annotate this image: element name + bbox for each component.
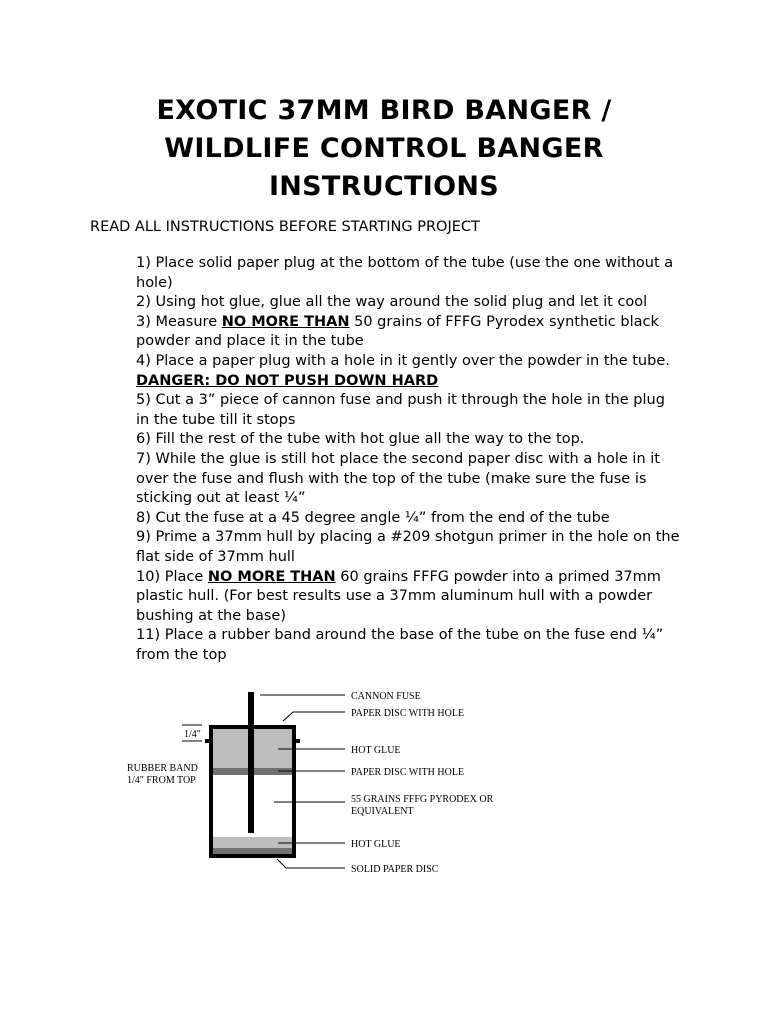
step-10-prefix: 10) Place (136, 568, 208, 585)
step-4-danger: DANGER: DO NOT PUSH DOWN HARD (136, 372, 439, 389)
step-3-emphasis: NO MORE THAN (221, 313, 350, 330)
leader-paper-disc-top (283, 712, 345, 721)
banger-diagram (120, 685, 520, 885)
step-3 (136, 313, 681, 352)
label-solid-disc: SOLID PAPER DISC (351, 864, 439, 875)
rubber-band-right (296, 739, 300, 743)
label-hot-glue-bottom: HOT GLUE (351, 839, 401, 850)
rubber-band-label-1: RUBBER BAND (127, 763, 198, 774)
solid-paper-disc (213, 848, 292, 854)
step-8: 8) Cut the fuse at a 45 degree angle ¼” from the end of the tube (136, 509, 610, 526)
title-line-2: WILDLIFE CONTROL BANGER (164, 133, 604, 164)
leader-solid-disc (277, 859, 345, 868)
step-4-text: 4) Place a paper plug with a hole in it gently over the powder in the tube. (136, 352, 670, 369)
label-pyrodex-2: EQUIVALENT (351, 806, 414, 817)
label-paper-disc-top: PAPER DISC WITH HOLE (351, 708, 465, 719)
step-1: 1) Place solid paper plug at the bottom of the tube (use the one without a hole) (136, 255, 674, 291)
step-9: 9) Prime a 37mm hull by placing a #209 shotgun primer in the hole on the flat side of 37mm hull (136, 529, 680, 565)
step-11: 11) Place a rubber band around the base of the tube on the fuse end ¼” from the top (136, 627, 664, 663)
tube-right-wall (292, 725, 296, 857)
label-paper-disc-mid: PAPER DISC WITH HOLE (351, 767, 465, 778)
intro-text: READ ALL INSTRUCTIONS BEFORE STARTING PROJECT (90, 219, 480, 235)
page-title (0, 92, 768, 206)
label-cannon-fuse: CANNON FUSE (351, 691, 421, 702)
step-5: 5) Cut a 3” piece of cannon fuse and push it through the hole in the plug in the tube till it stops (136, 392, 665, 428)
tube-bottom (209, 854, 296, 858)
instruction-steps (136, 254, 681, 665)
dimension-label: 1/4" (184, 729, 201, 740)
step-10-suffix: 60 grains FFFG powder into a primed 37mm plastic hull. (For best results use a 37mm aluminum hull with a powder bushing at the base) (136, 568, 661, 624)
label-pyrodex-1: 55 GRAINS FFFG PYRODEX OR (351, 794, 494, 805)
step-7: 7) While the glue is still hot place the second paper disc with a hole in it over the fuse and flush with the top of the tube (make sure the fuse is sticking out at least ¼” (136, 450, 660, 507)
rubber-band-label-2: 1/4" FROM TOP (127, 775, 196, 786)
title-line-1: EXOTIC 37MM BIRD BANGER / (156, 95, 612, 126)
rubber-band-left (205, 739, 209, 743)
step-3-prefix: 3) Measure (136, 313, 222, 330)
step-6: 6) Fill the rest of the tube with hot glue all the way to the top. (136, 431, 585, 448)
step-10-emphasis: NO MORE THAN (207, 568, 336, 585)
cannon-fuse (248, 692, 254, 833)
step-4 (136, 352, 681, 391)
step-2: 2) Using hot glue, glue all the way around the solid plug and let it cool (136, 294, 648, 311)
label-hot-glue-top: HOT GLUE (351, 745, 401, 756)
step-10 (136, 568, 681, 627)
step-3-suffix: 50 grains of FFFG Pyrodex synthetic black powder and place it in the tube (136, 313, 659, 350)
tube-left-wall (209, 725, 213, 857)
title-line-3: INSTRUCTIONS (268, 171, 500, 202)
